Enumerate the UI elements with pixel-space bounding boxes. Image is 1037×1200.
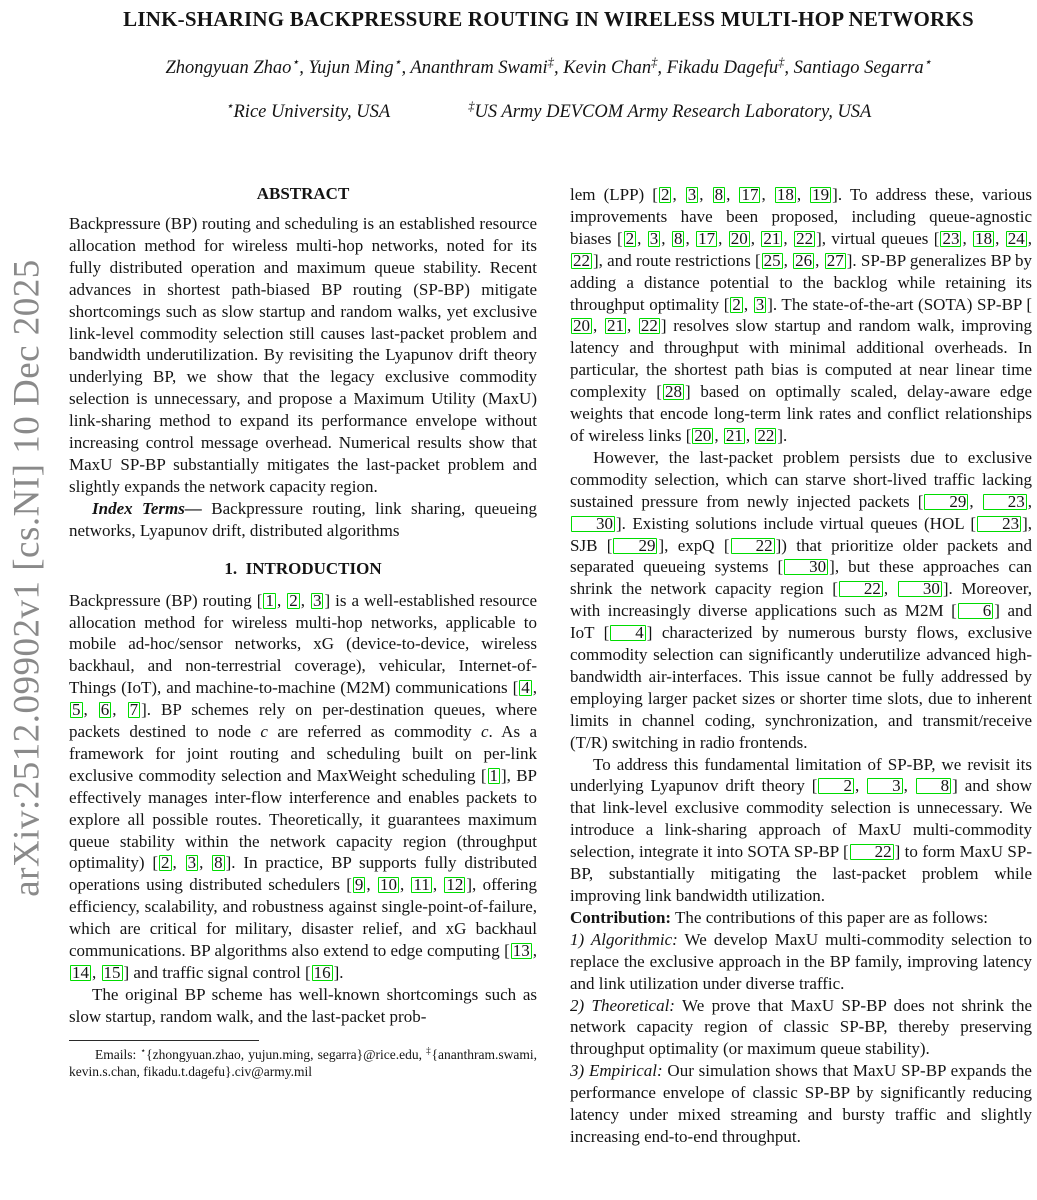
citation-link[interactable]: 20 bbox=[730, 228, 748, 248]
citation-link[interactable]: 17 bbox=[741, 185, 759, 204]
footnote-rule bbox=[69, 1040, 259, 1041]
citation-link[interactable]: 24 bbox=[1007, 228, 1025, 248]
citation-link[interactable]: 8 bbox=[673, 228, 683, 248]
citation-link[interactable]: 23 bbox=[977, 516, 1021, 532]
citation-link[interactable]: 22 bbox=[839, 581, 883, 597]
citation-link[interactable]: 3 bbox=[755, 294, 765, 314]
citation-link[interactable]: 3 bbox=[187, 853, 197, 873]
citation-link[interactable]: 8 bbox=[214, 853, 223, 873]
citation-link[interactable]: 2 bbox=[732, 294, 741, 314]
emails-footnote: Emails: ⋆{zhongyuan.zhao, yujun.ming, segarra}@rice.edu, ‡{ananthram.swami, kevin.s.chan, fikadu.t.dagefu}.civ@army.mil bbox=[69, 1045, 537, 1080]
citation-link[interactable]: 30 bbox=[898, 581, 942, 597]
paragraph: 1) Algorithmic: We develop MaxU multi-commodity selection to replace the exclusive approach in the BP family, improving latency and link utilization under diverse traffic. bbox=[570, 929, 1032, 993]
paragraph: Backpressure (BP) routing [ 1 , 2 , 3 ] is a well-established resource allocation method for wireless multi-hop networks, applicable to mobile ad-hoc/sensor networks, xG (device-to-device, wireless backhaul, and non-terrestrial coverage), vehicular, Internet-of-Things (IoT), and machine-to-machine (M2M) communications [ 4 , 5 , 6 , 7 ]. BP schemes rely on per-destination queues, where packets destined to node c are referred as commodity c. As a framework for joint routing and scheduling built on per-link exclusive commodity selection and MaxWeight scheduling [ 1 ], BP effectively manages inter-flow interference and enables packets to explore all possible routes. Theoretically, it guarantees maximum queue stability within the network capacity region (throughput optimality) [ 2 , 3 , 8 ]. In practice, BP supports fully distributed operations using distributed schedulers [ 9 , 10 , 11 , 12 ], offering efficiency, scalability, and robustness against single-point-of-failure, which are critical for military, disaster relief, and xG backhaul communications. BP algorithms also extend to edge computing [ 13 , 14 , 15 ] and traffic signal control [ 16 ]. bbox=[69, 590, 538, 982]
introduction-paragraphs bbox=[69, 590, 537, 1028]
citation-link[interactable]: 22 bbox=[850, 844, 894, 860]
citation-link[interactable]: 1 bbox=[489, 765, 498, 785]
citation-link[interactable]: 15 bbox=[103, 963, 121, 982]
citation-link[interactable]: 2 bbox=[161, 853, 170, 873]
citation-link[interactable]: 6 bbox=[958, 603, 994, 619]
section-heading-introduction: 1. INTRODUCTION bbox=[224, 558, 382, 578]
citation-link[interactable]: 22 bbox=[731, 538, 775, 554]
citation-link[interactable]: 3 bbox=[312, 590, 322, 610]
citation-link[interactable]: 19 bbox=[812, 185, 830, 204]
citation-link[interactable]: 7 bbox=[129, 700, 139, 720]
paragraph: Contribution: The contributions of this paper are as follows: bbox=[570, 907, 989, 927]
paragraph: 3) Empirical: Our simulation shows that MaxU SP-BP expands the performance envelope of classic SP-BP by significantly reducing latency under mixed streaming and bursty traffic and slightly increasing end-to-end throughput. bbox=[570, 1061, 1032, 1146]
citation-link[interactable]: 21 bbox=[763, 228, 781, 248]
index-terms: Index Terms— Backpressure routing, link sharing, queueing networks, Lyapunov drift, distributed algorithms bbox=[69, 498, 537, 540]
citation-link[interactable]: 22 bbox=[573, 250, 590, 270]
citation-link[interactable]: 8 bbox=[714, 185, 724, 204]
citation-link[interactable]: 21 bbox=[606, 316, 624, 336]
citation-link[interactable]: 2 bbox=[660, 185, 670, 204]
citation-link[interactable]: 21 bbox=[725, 425, 743, 445]
citation-link[interactable]: 17 bbox=[698, 228, 716, 248]
left-column bbox=[69, 184, 537, 1081]
citation-link[interactable]: 20 bbox=[573, 316, 590, 336]
citation-link[interactable]: 29 bbox=[924, 494, 968, 510]
affiliations-line bbox=[60, 98, 1037, 123]
citation-link[interactable]: 3 bbox=[687, 185, 697, 204]
affiliation-rice: ⋆Rice University, USA bbox=[225, 98, 391, 122]
paragraph: lem (LPP) [ 2 , 3 , 8 , 17 , 18 , 19 ]. To address these, various improvements have been proposed, including queue-agnostic biases [ 2 , 3 , 8 , 17 , 20 , 21 , 22 ], virtual queues [ 23 , 18 , 24 , 22 ], and route restrictions [ 25 , 26 , 27 ]. SP-BP generalizes BP by adding a distance potential to the backlog while retaining its throughput optimality [ 2 , 3 ]. The state-of-the-art (SOTA) SP-BP [20 , 21 , 22 ] resolves slow startup and random walk, improving latency and throughput with minimal additional overheads. In particular, the shortest path bias is computed at near linear time complexity [ 28 ] based on optimally scaled, delay-aware edge weights that encode long-term link rates and conflict relationships of wireless links [ 20 , 21 , 22 ]. bbox=[570, 185, 1033, 445]
citation-link[interactable]: 12 bbox=[446, 875, 464, 895]
citation-link[interactable]: 29 bbox=[613, 538, 657, 554]
right-column bbox=[570, 184, 1032, 1148]
authors-line: Zhongyuan Zhao⋆, Yujun Ming⋆, Ananthram Swami‡, Kevin Chan‡, Fikadu Dagefu‡, Santiago Segarra⋆ bbox=[165, 54, 932, 78]
citation-link[interactable]: 30 bbox=[571, 516, 615, 532]
citation-link[interactable]: 2 bbox=[625, 228, 635, 248]
paragraph: 2) Theoretical: We prove that MaxU SP-BP does not shrink the network capacity region of classic SP-BP, thereby preserving throughput optimality (or maximum queue stability). bbox=[570, 995, 1032, 1059]
citation-link[interactable]: 22 bbox=[640, 316, 658, 336]
citation-link[interactable]: 23 bbox=[942, 228, 960, 248]
citation-link[interactable]: 27 bbox=[826, 250, 844, 270]
citation-link[interactable]: 30 bbox=[784, 559, 828, 575]
citation-link[interactable]: 8 bbox=[916, 778, 952, 794]
citation-link[interactable]: 11 bbox=[413, 875, 430, 895]
citation-link[interactable]: 2 bbox=[289, 590, 298, 610]
citation-link[interactable]: 4 bbox=[610, 625, 646, 641]
paragraph: To address this fundamental limitation of SP-BP, we revisit its underlying Lyapunov drift theory [ 2 , 3 , 8 ] and show that link-level exclusive commodity selection is unnecessary. We introduce a link-sharing approach of MaxU multi-commodity selection, integrate it into SOTA SP-BP [ 22 ] to form MaxU SP-BP, substantially mitigating the last-packet problem while improving link bandwidth utilization. bbox=[570, 754, 1032, 905]
abstract-heading: ABSTRACT bbox=[256, 184, 350, 203]
citation-link[interactable]: 25 bbox=[763, 250, 781, 270]
citation-link[interactable]: 10 bbox=[379, 875, 397, 895]
citation-link[interactable]: 13 bbox=[512, 941, 530, 961]
two-column-body bbox=[69, 184, 1032, 1148]
citation-link[interactable]: 28 bbox=[664, 382, 682, 402]
citation-link[interactable]: 9 bbox=[354, 875, 364, 895]
citation-link[interactable]: 18 bbox=[975, 228, 993, 248]
citation-link[interactable]: 22 bbox=[796, 228, 814, 248]
citation-link[interactable]: 3 bbox=[649, 228, 659, 248]
paragraph: The original BP scheme has well-known shortcomings such as slow startup, random walk, and the last-packet prob- bbox=[69, 984, 537, 1026]
citation-link[interactable]: 22 bbox=[757, 425, 775, 445]
arxiv-watermark: arXiv:2512.09902v1 [cs.NI] 10 Dec 2025 bbox=[6, 259, 48, 897]
citation-link[interactable]: 1 bbox=[265, 590, 274, 610]
citation-link[interactable]: 18 bbox=[776, 185, 794, 204]
citation-link[interactable]: 20 bbox=[694, 425, 712, 445]
paragraph: However, the last-packet problem persists due to exclusive commodity selection, which can starve short-lived traffic lacking sustained pressure from newly injected packets [ 29 , 23 , 30 ]. Existing solutions include virtual queues (HOL [ 23 ], SJB [ 29 ], expQ [ 22 ]) that prioritize older packets and separated queueing systems [ 30 ], but these approaches can shrink the network capacity region [ 22 , 30 ]. Moreover, with increasingly diverse applications such as M2M [ 6 ] and IoT [ 4 ] characterized by numerous bursty flows, exclusive commodity selection can significantly underutilize advanced high-bandwidth air-interfaces. This issue cannot be fully addressed by employing larger packet sizes or shorter time slots, due to inherent limits in channel coding, synchronization, and transmit/receive (T/R) switching in radio frontends. bbox=[570, 447, 1033, 752]
citation-link[interactable]: 3 bbox=[867, 778, 903, 794]
citation-link[interactable]: 16 bbox=[313, 963, 331, 982]
abstract-paragraph: Backpressure (BP) routing and scheduling is an established resource allocation method for wireless multi-hop networks, noted for its fully distributed operation and maximum queue stability. Recent advances in shortest path-biased BP routing (SP-BP) mitigate shortcomings such as slow startup and random walks, yet exclusive link-level commodity selection still causes last-packet problem and bandwidth underutilization. By revisiting the Lyapunov drift theory underlying BP, we show that the legacy exclusive commodity selection is unnecessary, and propose a Maximum Utility (MaxU) link-sharing method to expand its performance envelope without increasing control message overhead. Numerical results show that MaxU SP-BP substantially mitigates the last-packet problem and slightly expands the network capacity region. bbox=[69, 214, 537, 496]
citation-link[interactable]: 5 bbox=[72, 700, 81, 720]
paper-title: LINK-SHARING BACKPRESSURE ROUTING IN WIRELESS MULTI-HOP NETWORKS bbox=[123, 7, 974, 31]
citation-link[interactable]: 2 bbox=[818, 778, 854, 794]
citation-link[interactable]: 23 bbox=[983, 494, 1027, 510]
citation-link[interactable]: 14 bbox=[72, 963, 89, 982]
affiliation-army: ‡US Army DEVCOM Army Research Laboratory, USA bbox=[468, 98, 872, 122]
right-column-paragraphs bbox=[570, 184, 1032, 1148]
citation-link[interactable]: 26 bbox=[795, 250, 813, 270]
citation-link[interactable]: 6 bbox=[100, 700, 110, 720]
citation-link[interactable]: 4 bbox=[521, 678, 530, 698]
paper-header bbox=[60, 0, 1037, 123]
